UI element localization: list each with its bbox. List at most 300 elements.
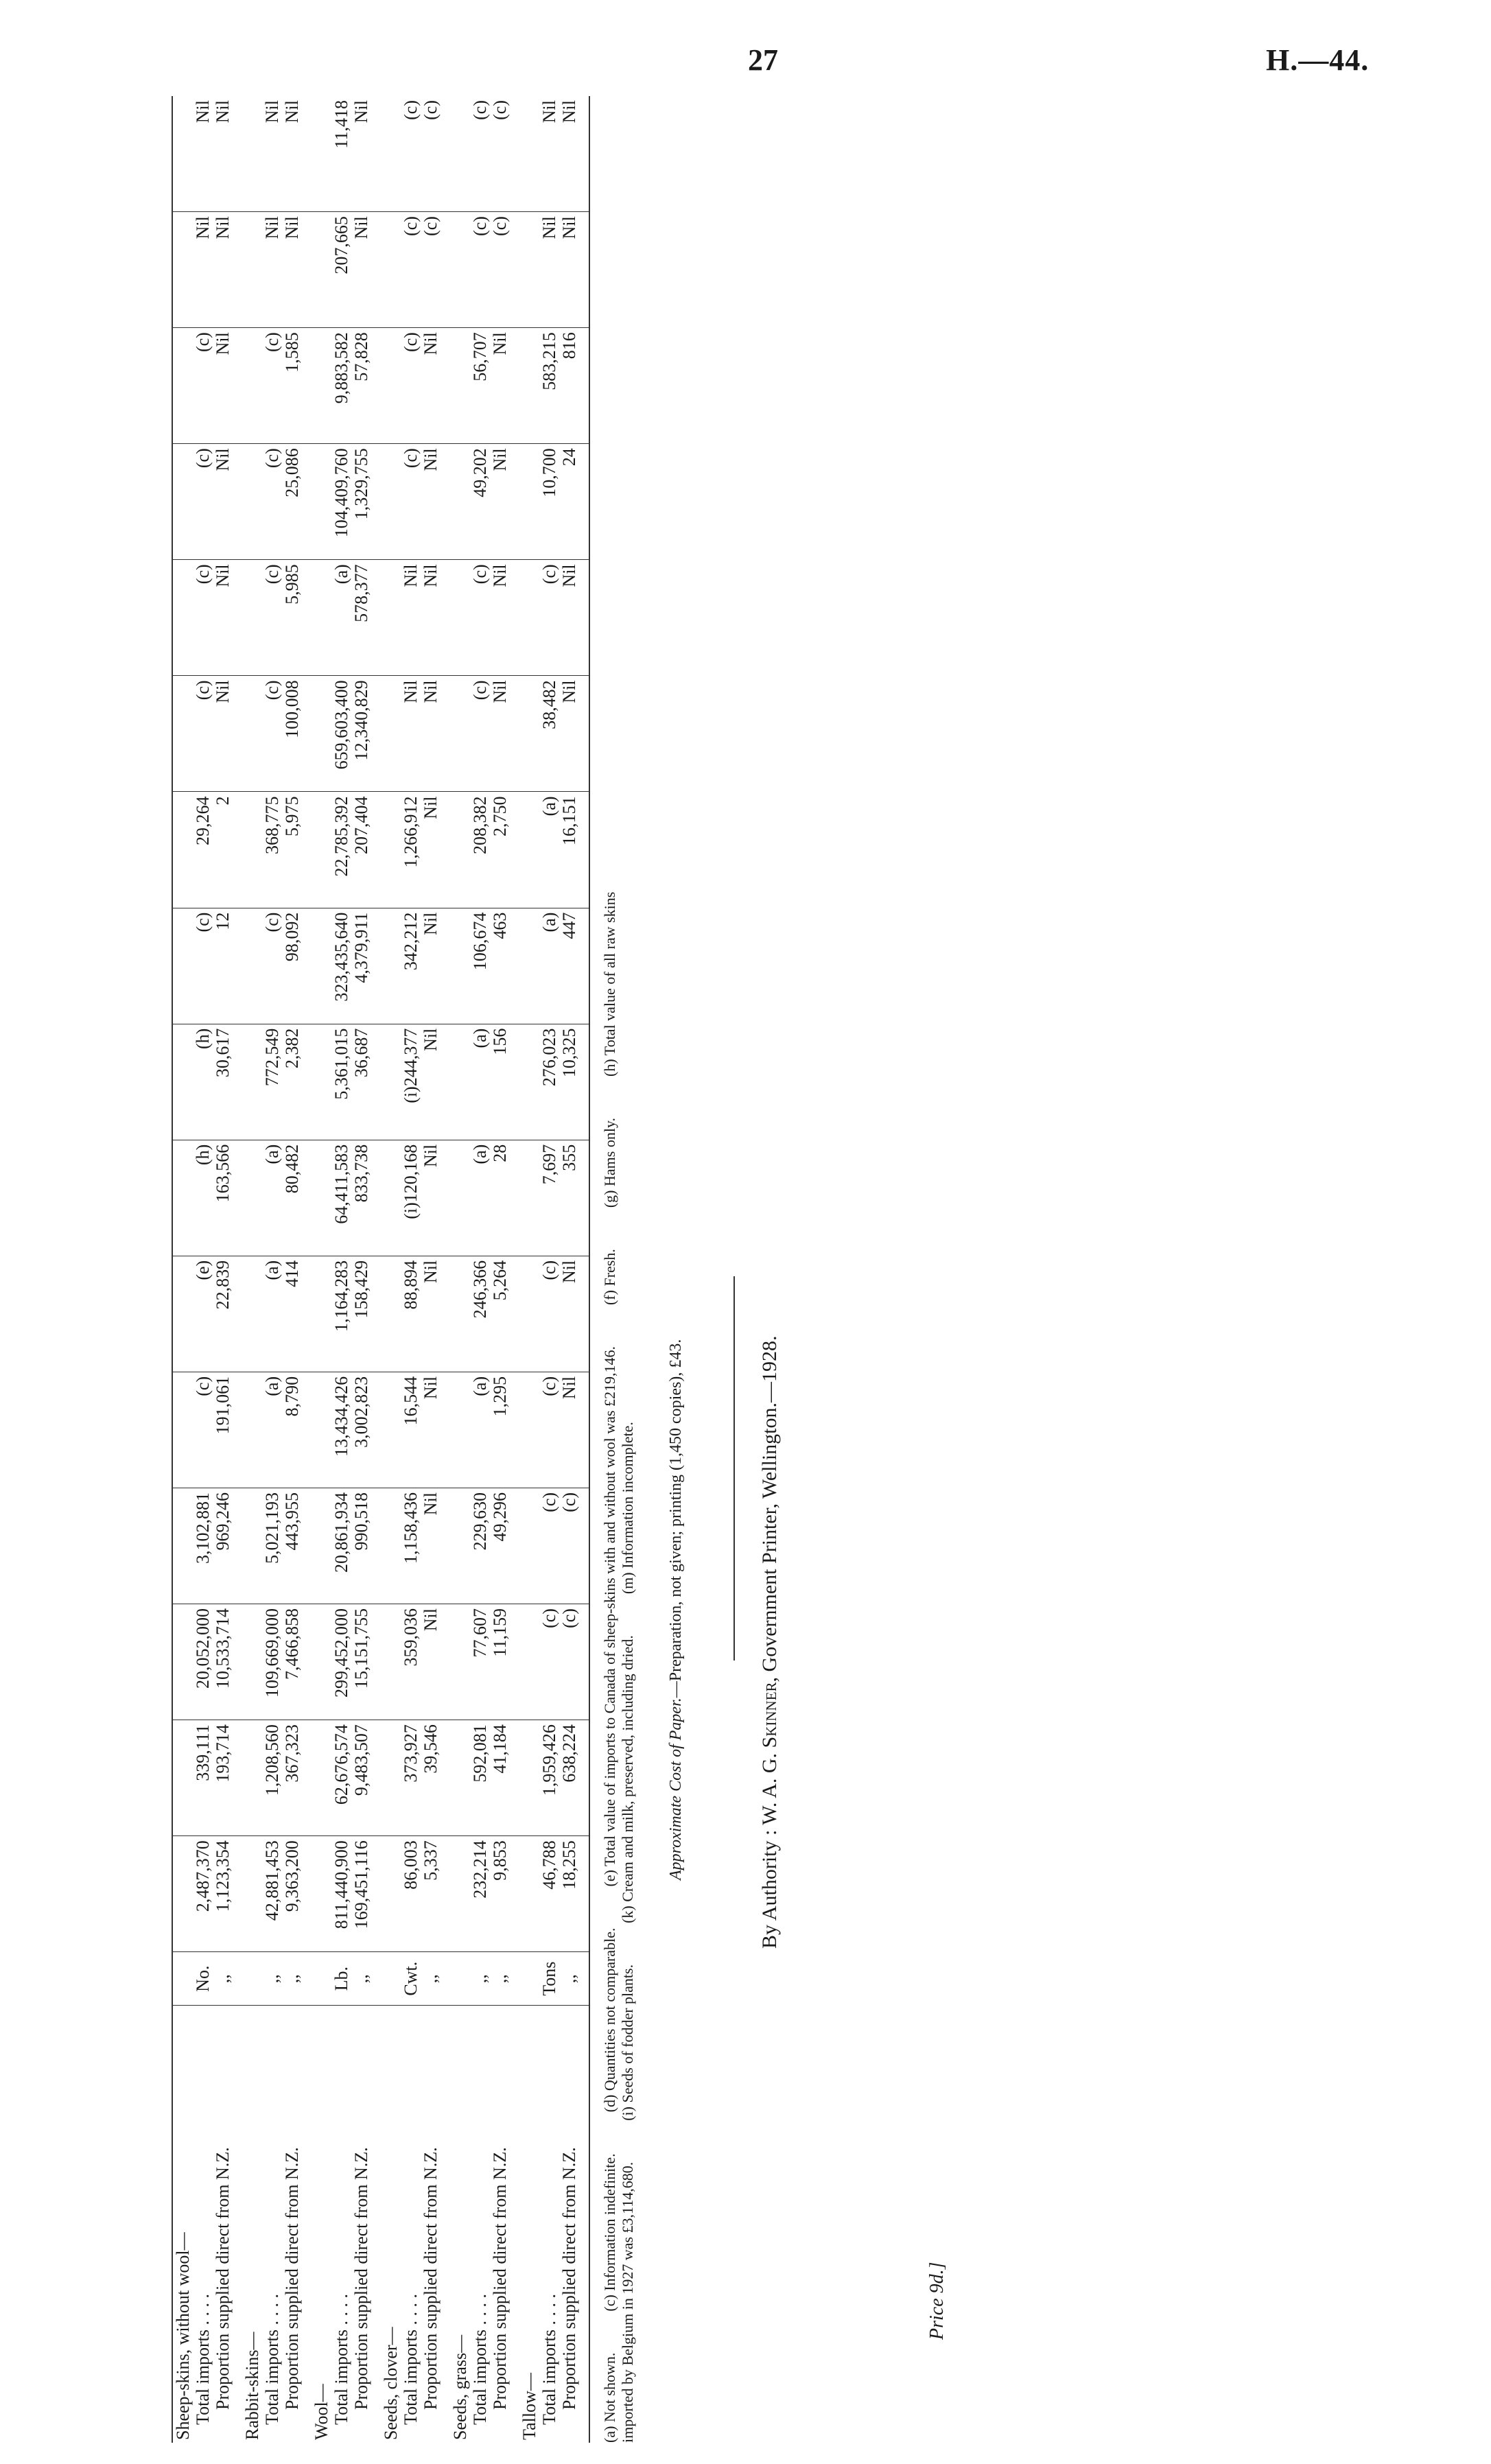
- document-reference: H.—44.: [1266, 43, 1370, 77]
- table-cell: (c): [193, 560, 213, 676]
- table-cell: 29,264: [193, 792, 213, 908]
- table-cell: (c): [262, 908, 282, 1024]
- table-cell: 49,202: [470, 444, 490, 560]
- table-cell: 106,674: [470, 908, 490, 1024]
- table-cell: Nil: [539, 100, 559, 124]
- table-cell: [242, 1604, 262, 1720]
- price: Price 9d.]: [926, 2262, 948, 2340]
- table-cell: 30,617: [213, 1024, 242, 1140]
- table-cell: Nil: [559, 676, 589, 792]
- table-cell: [312, 1720, 331, 1836]
- table-cell: 46,788: [539, 1836, 559, 1952]
- table-cell: [381, 96, 401, 212]
- table-cell: [312, 212, 331, 328]
- table-cell: [450, 1720, 470, 1836]
- table-cell: (a): [539, 908, 559, 1024]
- table-cell: [450, 444, 470, 560]
- table-cell: 1,959,426: [539, 1720, 559, 1836]
- table-cell: 20,052,000: [193, 1604, 213, 1720]
- table-cell: [242, 328, 262, 444]
- table-cell: 1,164,283: [331, 1256, 351, 1372]
- table-cell: 10,700: [539, 444, 559, 560]
- table-cell: (a): [470, 1024, 490, 1140]
- table-cell: [242, 212, 262, 328]
- table-cell: 13,434,426: [331, 1372, 351, 1488]
- table-cell: 373,927: [401, 1720, 421, 1836]
- table-cell: [312, 560, 331, 676]
- row-label: Rabbit-skins—: [242, 2006, 262, 2443]
- table-cell: [381, 676, 401, 792]
- table-cell: Nil: [421, 1024, 450, 1140]
- table-cell: 42,881,453: [262, 1836, 282, 1952]
- table-cell: [450, 1256, 470, 1372]
- table-cell: (c): [193, 908, 213, 1024]
- table-cell: Nil: [193, 212, 213, 328]
- table-cell: [242, 1720, 262, 1836]
- table-cell: [242, 908, 262, 1024]
- table-cell: 109,669,000: [262, 1604, 282, 1720]
- table-cell: 64,411,583: [331, 1140, 351, 1256]
- table-cell: 98,092: [282, 908, 312, 1024]
- table-cell: [312, 96, 331, 212]
- table-row: [351, 96, 381, 2443]
- table-cell: 12: [213, 908, 242, 1024]
- table-cell: 2,750: [490, 792, 519, 908]
- table-cell: Nil: [282, 212, 312, 328]
- table-cell: Nil: [559, 212, 589, 328]
- approximate-cost-text: —Preparation, not given; printing (1,450 copies), £43.: [667, 1339, 685, 1698]
- table-cell: 811,440,900: [331, 1836, 351, 1952]
- table-cell: 16,151: [559, 792, 589, 908]
- table-cell: [172, 676, 193, 792]
- table-cell: 342,212: [401, 908, 421, 1024]
- table-cell: 10,533,714: [213, 1604, 242, 1720]
- table-cell: 7,466,858: [282, 1604, 312, 1720]
- row-unit: Cwt.: [401, 1952, 421, 2006]
- table-cell: 4,379,911: [351, 908, 381, 1024]
- approximate-cost: [667, 96, 685, 1880]
- row-label: Proportion supplied direct from N.Z.: [421, 2006, 450, 2443]
- table-cell: 443,955: [282, 1488, 312, 1604]
- table-cell: (c): [421, 212, 450, 328]
- table-cell: (i)244,377: [401, 1024, 421, 1140]
- table-cell: 20,861,934: [331, 1488, 351, 1604]
- table-cell: 276,023: [539, 1024, 559, 1140]
- row-unit: ,,: [470, 1952, 490, 2006]
- table-cell: (c): [539, 1488, 559, 1604]
- table-cell: Nil: [421, 1604, 450, 1720]
- footnotes: [601, 96, 637, 2443]
- table-cell: Nil: [213, 560, 242, 676]
- table-cell: 57,828: [351, 328, 381, 444]
- table-cell: [172, 792, 193, 908]
- table-cell: [450, 1372, 470, 1488]
- row-unit: ,,: [213, 1952, 242, 2006]
- table-cell: 86,003: [401, 1836, 421, 1952]
- table-cell: (c): [490, 100, 510, 120]
- table-cell: 22,839: [213, 1256, 242, 1372]
- table-cell: 28: [490, 1140, 519, 1256]
- authority-suffix: , Government Printer, Wellington.—1928.: [758, 1335, 781, 1682]
- table-cell: (h): [193, 1140, 213, 1256]
- table-cell: 41,184: [490, 1720, 519, 1836]
- table-row: [282, 96, 312, 2443]
- table-cell: Nil: [351, 100, 371, 124]
- table-cell: [172, 1836, 193, 1952]
- table-cell: (c): [421, 100, 441, 120]
- table-cell: [172, 1488, 193, 1604]
- table-cell: [172, 1720, 193, 1836]
- table-cell: Nil: [559, 560, 589, 676]
- table-cell: [172, 1372, 193, 1488]
- table-cell: Nil: [421, 444, 450, 560]
- table-cell: Nil: [421, 908, 450, 1024]
- table-cell: 208,382: [470, 792, 490, 908]
- table-cell: 368,775: [262, 792, 282, 908]
- table-row: [559, 96, 589, 2443]
- table-cell: [381, 444, 401, 560]
- table-cell: (i)120,168: [401, 1140, 421, 1256]
- table-row: [519, 96, 539, 2443]
- table-cell: 100,008: [282, 676, 312, 792]
- row-unit: ,,: [490, 1952, 519, 2006]
- table-cell: [381, 1836, 401, 1952]
- table-cell: (c): [539, 1256, 559, 1372]
- table-cell: (c): [559, 1488, 589, 1604]
- table-cell: [312, 1024, 331, 1140]
- table-cell: Nil: [351, 212, 381, 328]
- footnote: (g) Hams only.: [601, 1117, 618, 1208]
- table-cell: (c): [262, 444, 282, 560]
- table-cell: [519, 1024, 539, 1140]
- table-cell: 323,435,640: [331, 908, 351, 1024]
- table-cell: 414: [282, 1256, 312, 1372]
- table-cell: [450, 792, 470, 908]
- table-cell: 2: [213, 792, 242, 908]
- table-row: [213, 96, 242, 2443]
- table-cell: 104,409,760: [331, 444, 351, 560]
- row-label: Total imports . . . .: [262, 2006, 282, 2443]
- table-row: [490, 96, 519, 2443]
- table-cell: 9,363,200: [282, 1836, 312, 1952]
- table-cell: 24: [559, 444, 589, 560]
- table-cell: 816: [559, 328, 589, 444]
- row-label: Seeds, clover—: [381, 2006, 401, 2443]
- table-cell: 1,295: [490, 1372, 519, 1488]
- table-cell: [242, 792, 262, 908]
- table-cell: Nil: [559, 1256, 589, 1372]
- footnote: (d) Quantities not comparable.: [601, 1927, 618, 2113]
- table-cell: [519, 908, 539, 1024]
- table-cell: [519, 560, 539, 676]
- footnote: (e) Total value of imports to Canada of sheep-skins with and without wool was £219,146.: [601, 1346, 618, 1887]
- table-cell: 355: [559, 1140, 589, 1256]
- table-row: [193, 96, 213, 2443]
- row-unit: ,,: [421, 1952, 450, 2006]
- table-cell: Nil: [490, 444, 519, 560]
- table-cell: Nil: [213, 676, 242, 792]
- table-cell: [381, 212, 401, 328]
- table-cell: Nil: [421, 792, 450, 908]
- table-cell: 10,325: [559, 1024, 589, 1140]
- table-cell: [381, 1720, 401, 1836]
- table-cell: 169,451,116: [351, 1836, 381, 1952]
- footnote: (m) Information incomplete.: [619, 1422, 636, 1595]
- table-cell: [312, 1488, 331, 1604]
- table-cell: Nil: [213, 212, 242, 328]
- table-cell: 232,214: [470, 1836, 490, 1952]
- table-cell: (c): [401, 100, 421, 120]
- table-cell: (c): [470, 676, 490, 792]
- table-cell: [519, 1372, 539, 1488]
- table-cell: Nil: [421, 1372, 450, 1488]
- table-cell: Nil: [421, 676, 450, 792]
- row-label: Seeds, grass—: [450, 2006, 470, 2443]
- row-label: Proportion supplied direct from N.Z.: [351, 2006, 381, 2443]
- table-cell: 77,607: [470, 1604, 490, 1720]
- table-cell: (c): [539, 1372, 559, 1488]
- table-cell: [172, 560, 193, 676]
- rotated-content: [172, 96, 803, 2443]
- table-cell: 1,329,755: [351, 444, 381, 560]
- table-cell: 659,603,400: [331, 676, 351, 792]
- footnote: (h) Total value of all raw skins: [601, 891, 618, 1077]
- table-cell: Nil: [490, 676, 519, 792]
- table-cell: 229,630: [470, 1488, 490, 1604]
- footnote: (c) Information indefinite.: [601, 2153, 618, 2312]
- table-cell: [242, 96, 262, 212]
- table-cell: [381, 1604, 401, 1720]
- table-cell: 11,418: [331, 100, 351, 149]
- table-row: [312, 96, 331, 2443]
- table-row: [450, 96, 470, 2443]
- table-row: [470, 96, 490, 2443]
- statistics-table: [172, 96, 590, 2443]
- table-cell: 22,785,392: [331, 792, 351, 908]
- table-cell: [381, 1024, 401, 1140]
- table-cell: Nil: [421, 1488, 450, 1604]
- footnotes-line-2: [619, 96, 637, 2443]
- table-cell: 463: [490, 908, 519, 1024]
- table-cell: Nil: [282, 100, 302, 124]
- table-cell: [242, 1024, 262, 1140]
- table-cell: [519, 1836, 539, 1952]
- row-unit: [519, 1952, 539, 2006]
- footnotes-line-1: [601, 96, 619, 2443]
- table-body: [172, 96, 589, 2443]
- row-label: Tallow—: [519, 2006, 539, 2443]
- table-cell: [450, 212, 470, 328]
- table-cell: Nil: [401, 676, 421, 792]
- table-cell: 833,738: [351, 1140, 381, 1256]
- table-cell: (a): [262, 1256, 282, 1372]
- row-label: Proportion supplied direct from N.Z.: [559, 2006, 589, 2443]
- table-cell: Nil: [421, 328, 450, 444]
- table-cell: [172, 1140, 193, 1256]
- table-cell: Nil: [401, 560, 421, 676]
- table-cell: [450, 1604, 470, 1720]
- table-cell: [312, 1256, 331, 1372]
- table-cell: (a): [539, 792, 559, 908]
- table-cell: [312, 908, 331, 1024]
- table-cell: Nil: [490, 560, 519, 676]
- table-cell: 2,487,370: [193, 1836, 213, 1952]
- table-cell: (c): [262, 560, 282, 676]
- row-unit: ,,: [559, 1952, 589, 2006]
- table-cell: [242, 1836, 262, 1952]
- footnote: (i) Seeds of fodder plants.: [619, 1964, 636, 2121]
- authority-prefix: By Authority : W. A. G.: [758, 1748, 781, 1949]
- table-cell: 62,676,574: [331, 1720, 351, 1836]
- row-unit: No.: [193, 1952, 213, 2006]
- table-row: [331, 96, 351, 2443]
- table-cell: Nil: [262, 100, 282, 124]
- table-cell: [312, 1836, 331, 1952]
- table-cell: [312, 792, 331, 908]
- table-cell: 8,790: [282, 1372, 312, 1488]
- table-cell: [450, 328, 470, 444]
- table-cell: [381, 1256, 401, 1372]
- table-cell: Nil: [262, 212, 282, 328]
- table-cell: [242, 1372, 262, 1488]
- table-cell: 5,975: [282, 792, 312, 908]
- table-cell: 207,665: [331, 212, 351, 328]
- table-row: [172, 96, 193, 2443]
- table-cell: 11,159: [490, 1604, 519, 1720]
- table-cell: 207,404: [351, 792, 381, 908]
- table-cell: (c): [401, 328, 421, 444]
- footnote: (f) Fresh.: [601, 1249, 618, 1306]
- row-label: Proportion supplied direct from N.Z.: [213, 2006, 242, 2443]
- table-cell: [381, 1488, 401, 1604]
- table-cell: [381, 560, 401, 676]
- table-cell: [519, 1720, 539, 1836]
- table-cell: (c): [193, 328, 213, 444]
- table-cell: Nil: [421, 1140, 450, 1256]
- table-cell: (a): [470, 1140, 490, 1256]
- table-cell: (c): [401, 212, 421, 328]
- table-cell: (c): [470, 212, 490, 328]
- table-cell: [172, 908, 193, 1024]
- table-cell: 39,546: [421, 1720, 450, 1836]
- table-cell: Nil: [539, 212, 559, 328]
- table-cell: [242, 560, 262, 676]
- table-cell: (a): [262, 1140, 282, 1256]
- row-unit: [381, 1952, 401, 2006]
- table-cell: 2,382: [282, 1024, 312, 1140]
- table-row: [421, 96, 450, 2443]
- table-cell: [242, 444, 262, 560]
- table-cell: (c): [262, 328, 282, 444]
- table-cell: (c): [470, 100, 490, 120]
- table-cell: (h): [193, 1024, 213, 1140]
- table-cell: Nil: [559, 1372, 589, 1488]
- table-cell: 5,361,015: [331, 1024, 351, 1140]
- table-cell: [381, 908, 401, 1024]
- row-label: Sheep-skins, without wool—: [172, 2006, 193, 2443]
- printer-authority: [733, 96, 782, 1949]
- table-cell: 638,224: [559, 1720, 589, 1836]
- table-cell: [312, 1372, 331, 1488]
- table-cell: 583,215: [539, 328, 559, 444]
- footnote: (k) Cream and milk, preserved, including dried.: [619, 1635, 636, 1923]
- table-cell: 193,714: [213, 1720, 242, 1836]
- table-cell: 772,549: [262, 1024, 282, 1140]
- table-cell: 299,452,000: [331, 1604, 351, 1720]
- table-cell: 592,081: [470, 1720, 490, 1836]
- table-cell: Nil: [421, 560, 450, 676]
- table-cell: 5,337: [421, 1836, 450, 1952]
- table-cell: 339,111: [193, 1720, 213, 1836]
- table-cell: 1,123,354: [213, 1836, 242, 1952]
- table-cell: 36,687: [351, 1024, 381, 1140]
- table-cell: (c): [539, 1604, 559, 1720]
- table-cell: 18,255: [559, 1836, 589, 1952]
- table-cell: [519, 1488, 539, 1604]
- table-cell: [381, 328, 401, 444]
- footnote: imported by Belgium in 1927 was £3,114,680.: [619, 2161, 636, 2443]
- table-cell: (c): [470, 560, 490, 676]
- table-cell: (c): [193, 676, 213, 792]
- table-cell: 191,061: [213, 1372, 242, 1488]
- table-cell: Nil: [213, 328, 242, 444]
- table-cell: [519, 212, 539, 328]
- table-cell: 3,002,823: [351, 1372, 381, 1488]
- table-cell: 367,323: [282, 1720, 312, 1836]
- table-cell: (a): [331, 560, 351, 676]
- table-cell: (c): [490, 212, 519, 328]
- table-cell: [242, 1256, 262, 1372]
- table-row: [262, 96, 282, 2443]
- table-cell: 15,151,755: [351, 1604, 381, 1720]
- table-cell: 359,036: [401, 1604, 421, 1720]
- table-cell: 1,158,436: [401, 1488, 421, 1604]
- table-cell: [172, 1024, 193, 1140]
- table-row: [381, 96, 401, 2443]
- table-cell: [381, 1372, 401, 1488]
- table-cell: [242, 1488, 262, 1604]
- table-cell: [450, 1140, 470, 1256]
- table-cell: (a): [470, 1372, 490, 1488]
- table-cell: [450, 908, 470, 1024]
- row-label: Total imports . . . .: [331, 2006, 351, 2443]
- table-cell: (c): [559, 1604, 589, 1720]
- approximate-cost-label: Approximate Cost of Paper.: [667, 1698, 685, 1880]
- table-cell: [381, 792, 401, 908]
- table-cell: [381, 1140, 401, 1256]
- table-cell: Nil: [490, 328, 519, 444]
- table-cell: [172, 1604, 193, 1720]
- row-unit: Lb.: [331, 1952, 351, 2006]
- printer-name: Skinner: [758, 1682, 781, 1748]
- table-cell: 990,518: [351, 1488, 381, 1604]
- row-unit: ,,: [282, 1952, 312, 2006]
- table-cell: [312, 1140, 331, 1256]
- row-unit: ,,: [262, 1952, 282, 2006]
- row-unit: [450, 1952, 470, 2006]
- table-cell: 5,985: [282, 560, 312, 676]
- table-cell: [450, 560, 470, 676]
- row-label: Total imports . . . .: [539, 2006, 559, 2443]
- row-label: Proportion supplied direct from N.Z.: [282, 2006, 312, 2443]
- table-cell: 9,483,507: [351, 1720, 381, 1836]
- table-cell: 5,021,193: [262, 1488, 282, 1604]
- table-row: [539, 96, 559, 2443]
- table-cell: [519, 444, 539, 560]
- table-cell: [172, 96, 193, 212]
- table-cell: (a): [262, 1372, 282, 1488]
- table-row: [401, 96, 421, 2443]
